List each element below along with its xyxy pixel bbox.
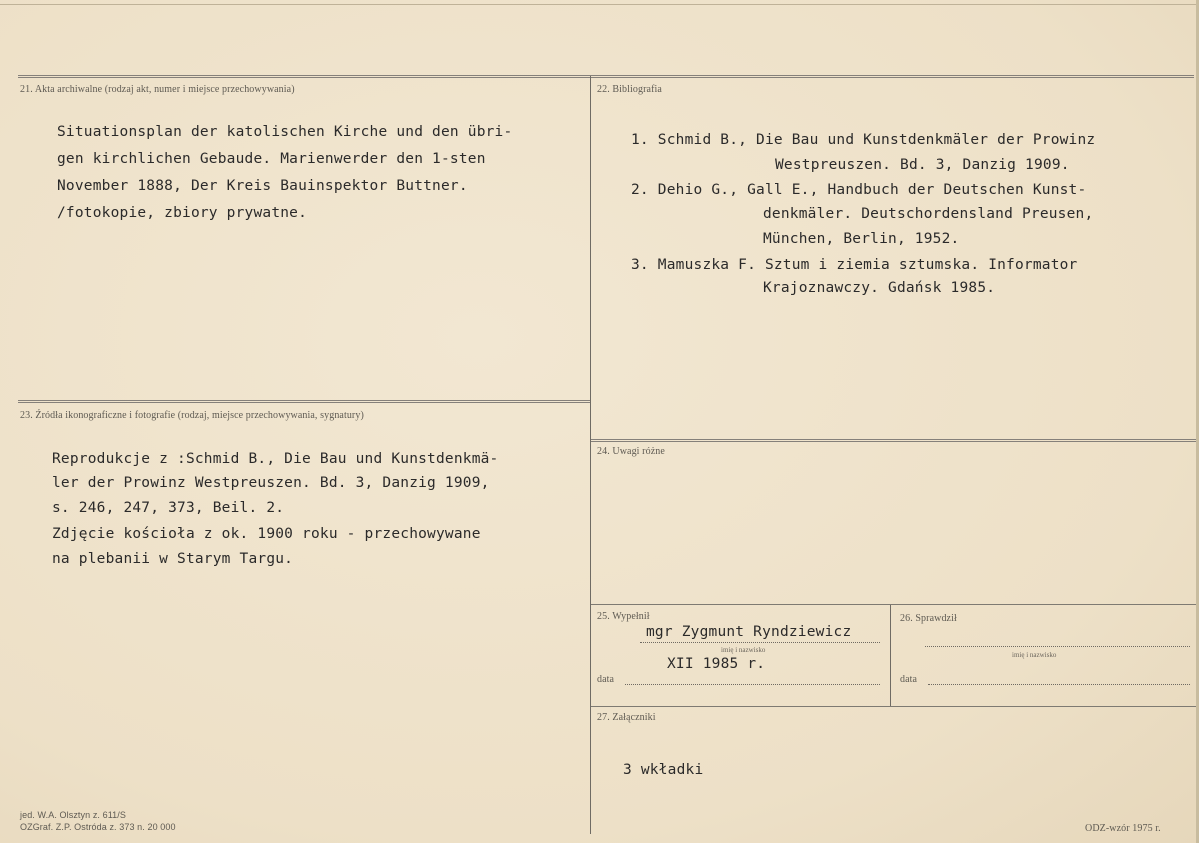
filled-by-date-line	[625, 684, 880, 685]
signature-top-line	[591, 604, 1196, 605]
field-26-label: 26. Sprawdził	[900, 613, 957, 624]
field-21-line-2: gen kirchlichen Gebaude. Marienwerder den 1-sten	[57, 151, 486, 167]
bib-line-1: 1. Schmid B., Die Bau und Kunstdenkmäler der Prowinz	[631, 132, 1096, 148]
field-22-label: 22. Bibliografia	[597, 84, 662, 95]
field-23-line-4: Zdjęcie kościoła z ok. 1900 roku - przechowywane	[52, 526, 481, 542]
filled-by-date-label: data	[597, 674, 615, 685]
checked-by-name-caption: imię i nazwisko	[1012, 651, 1057, 659]
field-21-line-1: Situationsplan der katolischen Kirche und den übri-	[57, 124, 513, 140]
signature-divider	[890, 605, 891, 707]
filled-by-name-caption: imię i nazwisko	[721, 646, 766, 654]
checked-by-name-line	[925, 646, 1190, 647]
printer-line-1: jed. W.A. Olsztyn z. 611/S	[20, 810, 126, 820]
bib-line-7: Krajoznawczy. Gdańsk 1985.	[763, 280, 996, 296]
field-23-label: 23. Źródła ikonograficzne i fotografie (rodzaj, miejsce przechowywania, sygnatury)	[20, 410, 364, 421]
printer-line-2: OZGraf. Z.P. Ostróda z. 373 n. 20 000	[20, 822, 176, 832]
field-23-line-5: na plebanii w Starym Targu.	[52, 551, 294, 567]
right-mid-divider	[591, 439, 1196, 442]
filled-by-name: mgr Zygmunt Ryndziewicz	[646, 624, 852, 640]
field-21-line-3: November 1888, Der Kreis Bauinspektor Buttner.	[57, 178, 468, 194]
checked-by-date-label: data	[900, 674, 918, 685]
field-27-label: 27. Załączniki	[597, 712, 656, 723]
field-25-label: 25. Wypełnił	[597, 611, 650, 622]
field-23-line-2: ler der Prowinz Westpreuszen. Bd. 3, Danzig 1909,	[52, 475, 490, 491]
field-24-label: 24. Uwagi różne	[597, 446, 665, 457]
top-divider	[18, 75, 1194, 78]
field-23-line-3: s. 246, 247, 373, Beil. 2.	[52, 500, 285, 516]
card-top-edge	[0, 0, 1199, 5]
bib-line-4: denkmäler. Deutschordensland Preusen,	[763, 206, 1094, 222]
filled-by-date-value: XII 1985 r.	[667, 656, 766, 672]
filled-by-name-line	[640, 642, 880, 643]
attachments-value: 3 wkładki	[623, 762, 704, 778]
signature-bottom-line	[591, 706, 1196, 707]
left-mid-divider	[18, 400, 590, 403]
bib-line-2: Westpreuszen. Bd. 3, Danzig 1909.	[775, 157, 1070, 173]
form-code: ODZ-wzór 1975 r.	[1085, 823, 1161, 834]
field-21-label: 21. Akta archiwalne (rodzaj akt, numer i miejsce przechowywania)	[20, 84, 295, 95]
field-23-line-1: Reprodukcje z :Schmid B., Die Bau und Kunstdenkmä-	[52, 451, 499, 467]
bib-line-3: 2. Dehio G., Gall E., Handbuch der Deutschen Kunst-	[631, 182, 1087, 198]
checked-by-date-line	[928, 684, 1190, 685]
bib-line-6: 3. Mamuszka F. Sztum i ziemia sztumska. Informator	[631, 257, 1078, 273]
center-divider	[590, 76, 591, 834]
bib-line-5: München, Berlin, 1952.	[763, 231, 960, 247]
field-21-line-4: /fotokopie, zbiory prywatne.	[57, 205, 308, 221]
